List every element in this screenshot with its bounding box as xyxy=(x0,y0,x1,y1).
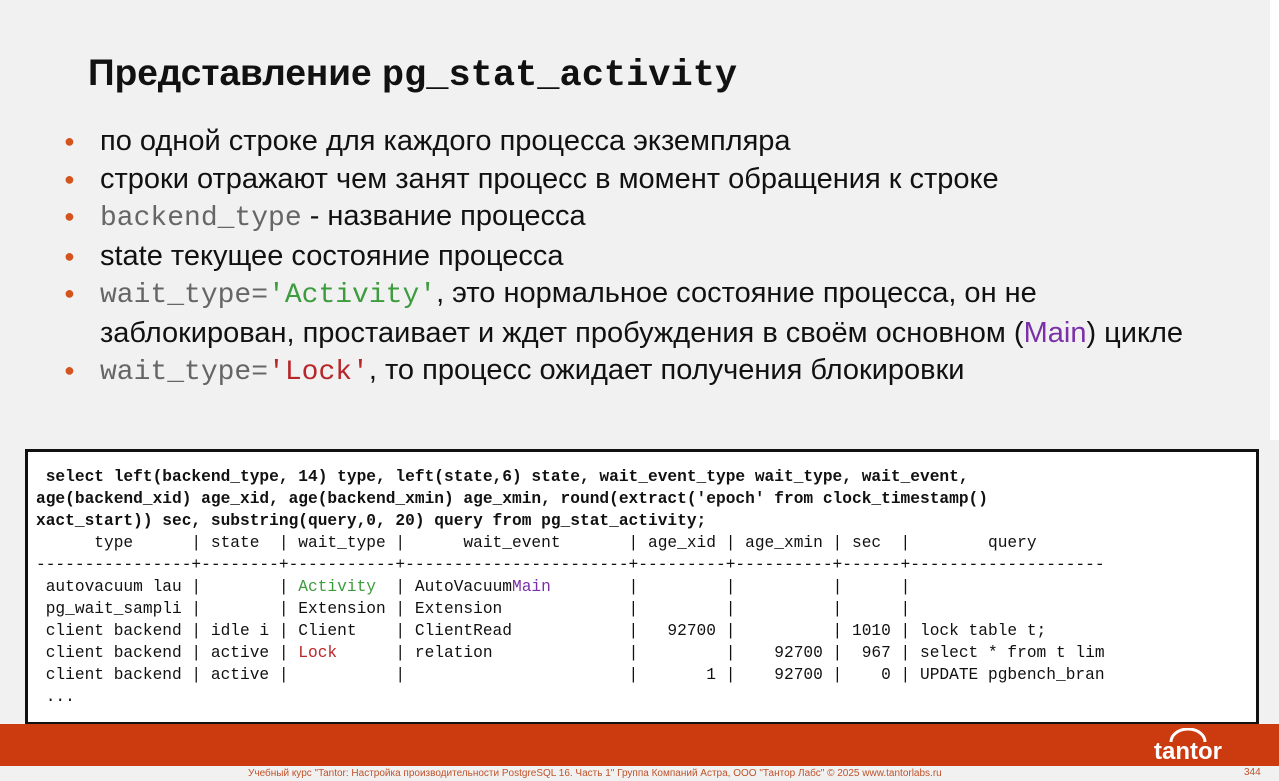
result-row: client backend | idle i | Client | ClientRead | 92700 | | 1010 | lock table t; xyxy=(36,622,1047,640)
sql-line: age(backend_xid) age_xid, age(backend_xmin) age_xmin, round(extract('epoch' from clock_timestamp() xyxy=(36,490,988,508)
title-text: Представление xyxy=(88,52,372,93)
code-block xyxy=(25,449,1259,725)
sql-line: select left(backend_type, 14) type, left(state,6) state, wait_event_type wait_type, wait_event, xyxy=(36,468,969,486)
bullet-code-value: 'Activity' xyxy=(268,280,437,311)
bullet-dot-icon: ● xyxy=(64,168,75,189)
code-listing xyxy=(36,466,1105,708)
bullet-item xyxy=(56,238,1236,276)
bullet-text: по одной строке для каждого процесса экземпляра xyxy=(100,125,791,157)
bullet-code: wait_type= xyxy=(100,357,269,388)
result-row: pg_wait_sampli | | Extension | Extension | | | | xyxy=(36,600,911,618)
slide-title xyxy=(88,52,737,97)
footer-bar xyxy=(0,724,1279,766)
title-code: pg_stat_activity xyxy=(381,55,738,97)
bullet-item xyxy=(56,352,1236,392)
logo-text: tantor xyxy=(1154,738,1222,764)
result-separator: ----------------+--------+-----------+-----------------------+---------+----------+------+-------------------- xyxy=(36,556,1105,574)
footer-credit: Учебный курс "Tantor: Настройка производительности PostgreSQL 16. Часть 1" Группа Компаний Астра, ООО "Тантор Лабс" © 2025 www.tantorlabs.ru xyxy=(248,768,942,779)
page-number: 344 xyxy=(1244,767,1261,778)
bullet-dot-icon: ● xyxy=(64,283,75,303)
bullet-text: строки отражают чем занят процесс в момент обращения к строке xyxy=(100,162,999,195)
bullet-text: , то процесс ожидает получения блокировки xyxy=(368,354,965,386)
bullet-code: wait_type= xyxy=(100,280,269,311)
right-edge-stripe xyxy=(1270,0,1279,440)
bullet-highlight: Main xyxy=(1023,316,1087,349)
result-row: autovacuum lau | | Activity | AutoVacuumMain | | | | xyxy=(36,578,911,596)
sql-line: xact_start)) sec, substring(query,0, 20) query from pg_stat_activity; xyxy=(36,512,707,530)
result-ellipsis: ... xyxy=(36,688,75,706)
footer xyxy=(0,766,1279,781)
bullet-text: - название процесса xyxy=(301,200,586,232)
bullet-text: state текущее состояние процесса xyxy=(100,239,564,272)
bullet-list xyxy=(56,123,1236,392)
tantor-logo xyxy=(1143,728,1233,764)
bullet-code: backend_type xyxy=(100,203,302,234)
result-row: client backend | active | | | 1 | 92700 | 0 | UPDATE pgbench_bran xyxy=(36,666,1105,684)
bullet-dot-icon: ● xyxy=(64,245,75,266)
bullet-dot-icon: ● xyxy=(64,360,75,380)
bullet-dot-icon: ● xyxy=(64,131,75,151)
result-header: type | state | wait_type | wait_event | age_xid | age_xmin | sec | query xyxy=(36,534,1037,552)
bullet-item xyxy=(56,275,1236,352)
bullet-item xyxy=(56,198,1236,238)
bullet-dot-icon: ● xyxy=(64,206,75,226)
bullet-item xyxy=(56,161,1236,199)
bullet-code-value: 'Lock' xyxy=(268,357,369,388)
bullet-text-end: ) цикле xyxy=(1086,316,1184,349)
bullet-item xyxy=(56,123,1236,161)
bullet-text: , это нормальное состояние процесса, он не заблокирован, простаивает и ждет пробуждения в своём основном ( xyxy=(100,277,1037,349)
result-row: client backend | active | Lock | relation | | 92700 | 967 | select * from t lim xyxy=(36,644,1105,662)
